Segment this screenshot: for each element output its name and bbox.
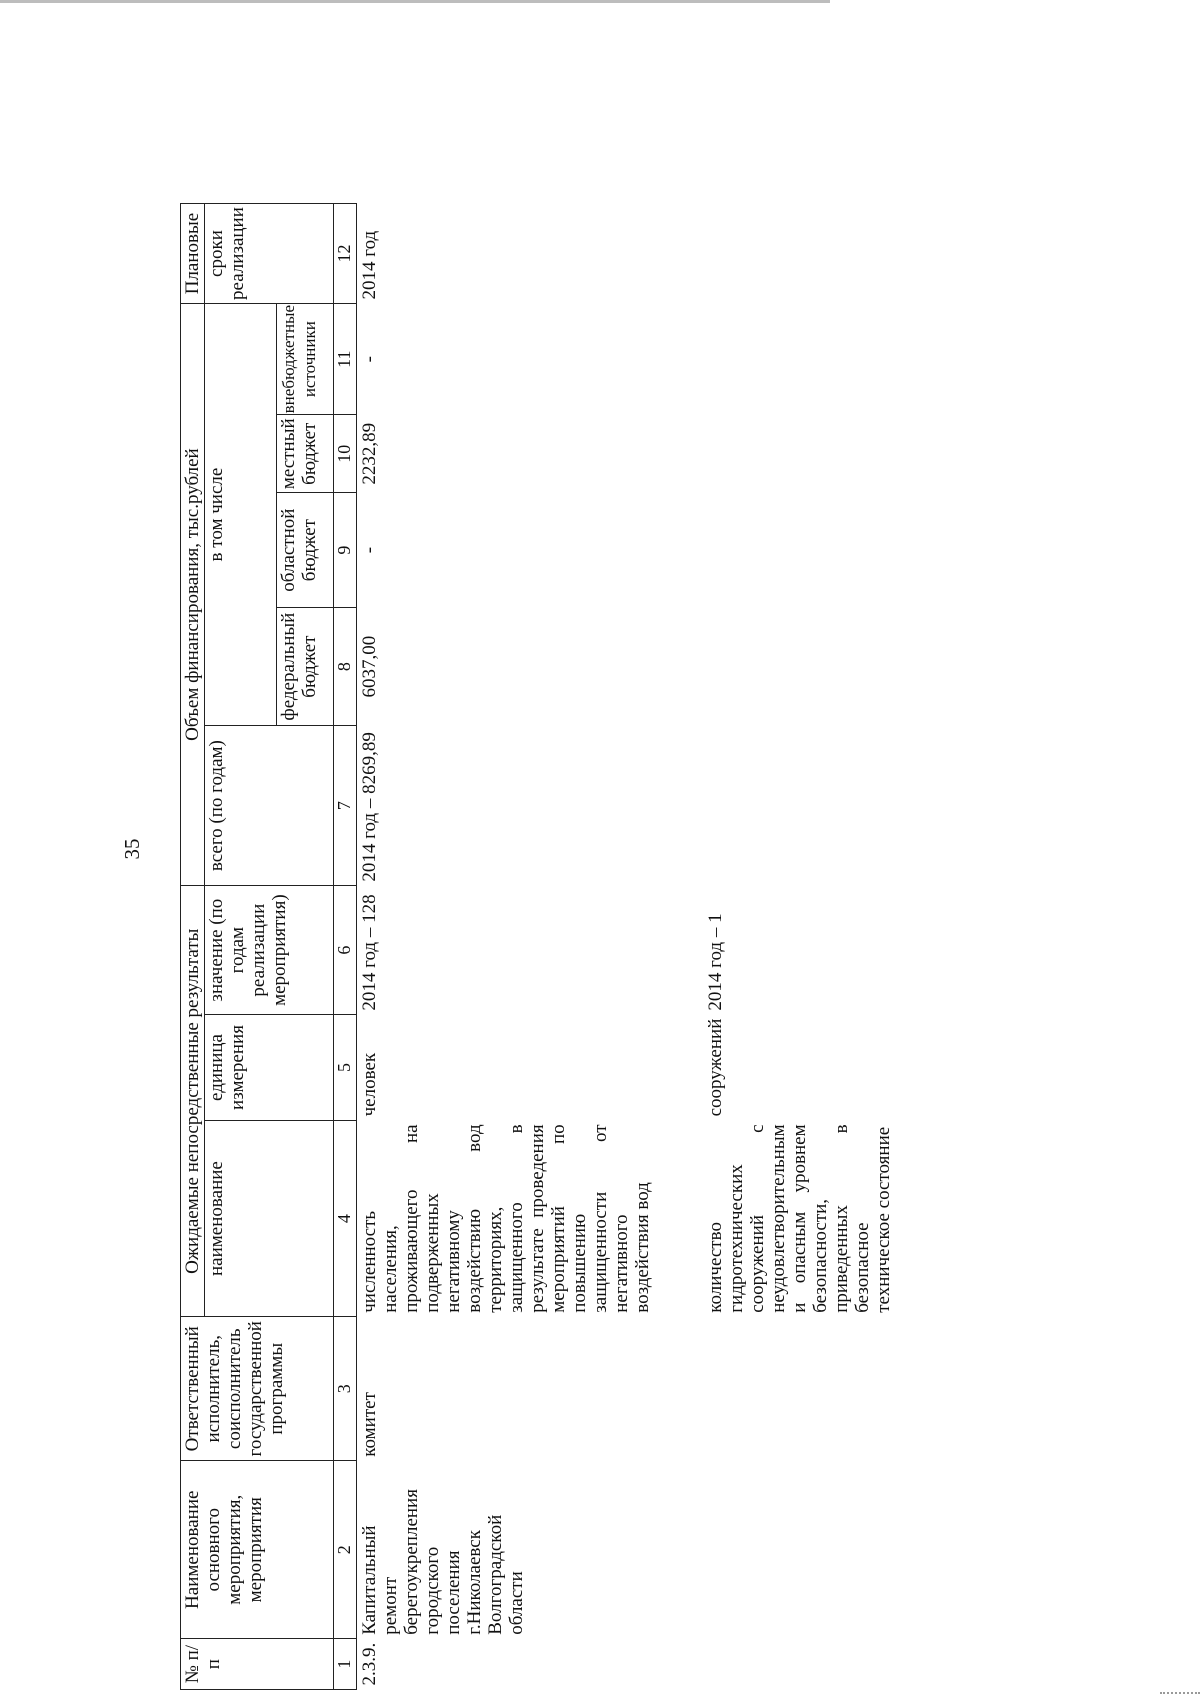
header-col-total: всего (по годам) [205,726,334,886]
row-federal: 6037,00 [359,635,380,698]
column-number: 6 [334,886,357,1015]
header-col-local: местный бюджет [277,415,334,493]
column-numbers-row [334,204,357,1690]
header-group-terms: Плановые [181,204,205,304]
table-row [703,204,896,1690]
header-group-including: в том числе [205,303,277,725]
header-col-regional: областной бюджет [277,493,334,608]
row-total: 2014 год – 8269,89 [359,732,380,882]
row-regional: - [359,546,380,554]
scan-edge-line [0,0,830,3]
row-result-2-value: 2014 год – 1 [705,913,726,1011]
rotated-table-canvas [180,30,990,1690]
header-col-number: № п/п [181,1639,334,1690]
header-col-federal: федеральный бюджет [277,608,334,726]
column-number: 8 [334,608,357,726]
row-extra: - [359,356,380,363]
row-result-2-name: количество гидротехнических сооружений с неудовлетворительным и опасным уровнем безопасности, приведенных в безопасное техническое состояние [705,1124,894,1313]
header-group-finance: Объем финансирования, тыс.рублей [181,303,205,885]
table-row-spacer [655,204,703,1690]
row-result-2-unit: сооружений [705,1018,726,1117]
row-result-1-name: численность населения, проживающего на подверженных негативному воздействию вод территориях, защищенного в результате проведения мероприятий по повышению защищенности от негативного воздействия вод [359,1124,653,1313]
header-col-extra: внебюджетные источники [277,303,334,414]
row-local: 2232,89 [359,422,380,485]
header-col-value: значение (по годам реализации мероприятия) [205,886,334,1015]
column-number: 2 [334,1461,357,1639]
page-number: 35 [120,838,144,860]
header-col-result-name: наименование [205,1120,334,1316]
header-col-executor: Ответственный исполнитель, соисполнитель государственной программы [181,1317,334,1461]
header-group-results: Ожидаемые непосредственные результаты [181,886,205,1317]
column-number: 12 [334,204,357,304]
column-number: 7 [334,726,357,886]
program-table [180,203,896,1690]
row-result-1-unit: человек [359,1052,380,1117]
header-col-unit: единица измерения [205,1015,334,1121]
column-number: 5 [334,1015,357,1121]
row-result-1-value: 2014 год – 128 [359,894,380,1011]
column-number: 3 [334,1317,357,1461]
row-executor: комитет [359,1392,380,1457]
header-col-name: Наименование основного мероприятия, мероприятия [181,1461,334,1639]
scan-mark [1160,1692,1200,1696]
column-number: 4 [334,1120,357,1316]
header-col-term: сроки реализации [205,204,334,304]
column-number: 10 [334,415,357,493]
table-row [357,204,656,1690]
column-number: 1 [334,1639,357,1690]
row-term: 2014 год [359,230,380,300]
row-event-name: Капитальный ремонт берегоукрепления городского поселения г.Николаевск Волгоградской области [359,1489,527,1635]
row-number: 2.3.9. [359,1642,380,1686]
column-number: 9 [334,493,357,608]
header-row-1 [181,204,205,1690]
column-number: 11 [334,303,357,414]
